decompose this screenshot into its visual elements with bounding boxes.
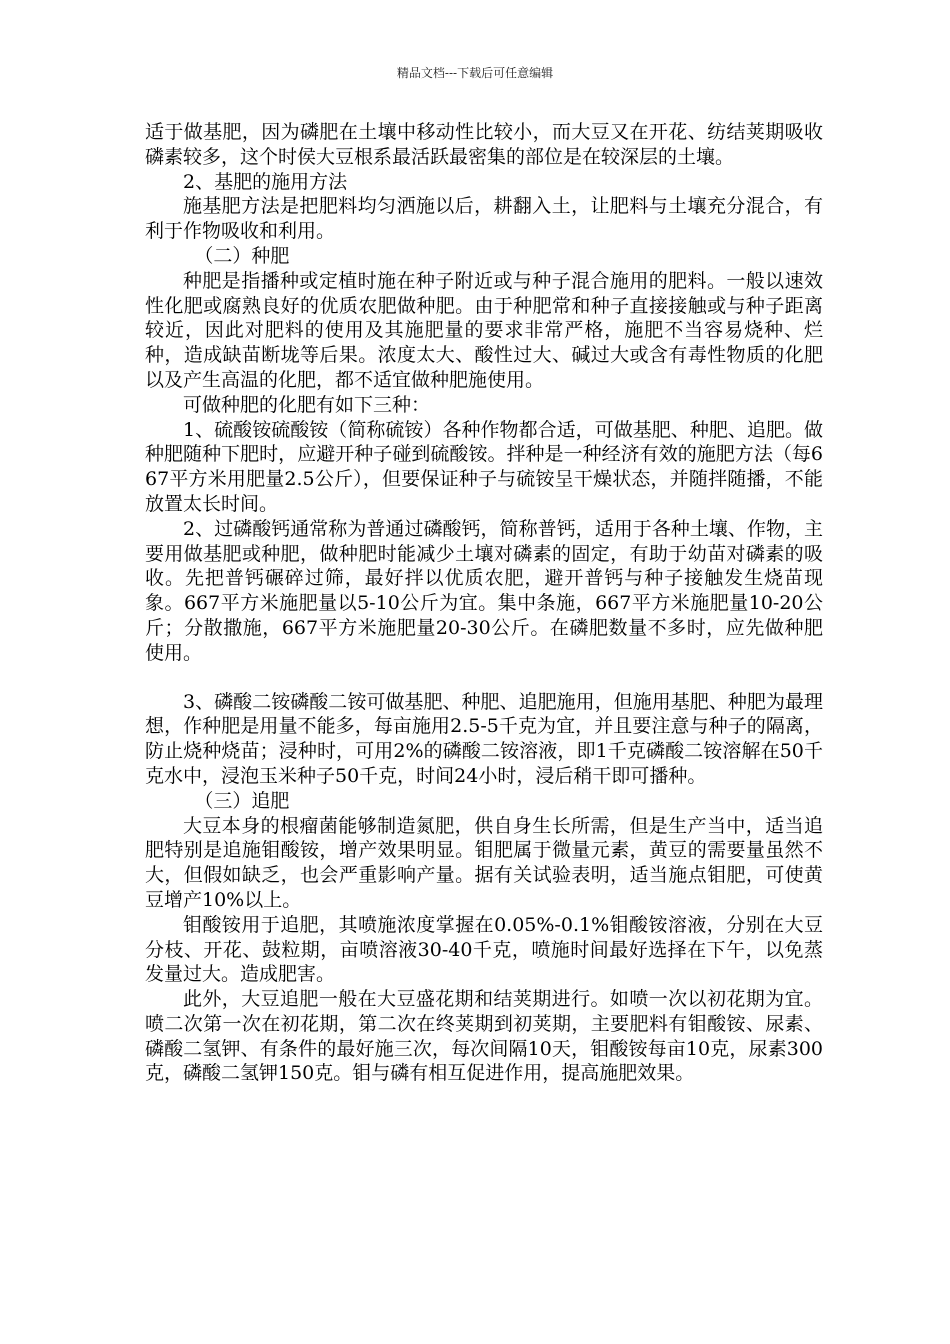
section-heading-top-dressing: （三）追肥 xyxy=(194,789,290,812)
paragraph-seed-fertilizer-types-intro: 可做种肥的化肥有如下三种： xyxy=(183,393,431,416)
paragraph-seed-fertilizer-definition: 种肥是指播种或定植时施在种子附近或与种子混合施用的肥料。一般以速效性化肥或腐熟良好的优质农肥做种肥。由于种肥常和种子直接接触或与种子距离较近，因此对肥料的使用及其施肥量的要求非常严格，施肥不当容易烧种、烂种，造成缺苗断垅等后果。浓度太大、酸性过大、碱过大或含有毒性物质的化肥以及产生高温的化肥，都不适宜做种肥施使用。 xyxy=(145,269,823,391)
section-title-base-fertilizer-method: 2、基肥的施用方法 xyxy=(183,170,348,193)
paragraph-top-dressing-molybdenum: 大豆本身的根瘤菌能够制造氮肥，供自身生长所需，但是生产当中，适当追肥特别是追施钼酸铵，增产效果明显。钼肥属于微量元素，黄豆的需要量虽然不大，但假如缺乏，也会严重影响产量。据有关试验表明，适当施点钼肥，可使黄豆增产10%以上。 xyxy=(145,814,823,911)
paragraph-ammonium-molybdate-spray: 钼酸铵用于追肥，其喷施浓度掌握在0.05%-0.1%钼酸铵溶液，分别在大豆分枝、开花、鼓粒期，亩喷溶液30-40千克，喷施时间最好选择在下午，以免蒸发量过大。造成肥害。 xyxy=(145,913,823,986)
page-header: 精品文档---下载后可任意编辑 xyxy=(396,66,554,80)
paragraph-superphosphate: 2、过磷酸钙通常称为普通过磷酸钙，简称普钙，适用于各种土壤、作物，主要用做基肥或种肥，做种肥时能减少土壤对磷素的固定，有助于幼苗对磷素的吸收。先把普钙碾碎过筛，最好拌以优质农肥，避开普钙与种子接触发生烧苗现象。667平方米施肥量以5-10公斤为宜。集中条施，667平方米施肥量10-20公斤；分散撒施，667平方米施肥量20-30公斤。在磷肥数量不多时，应先做种肥使用。 xyxy=(145,517,823,664)
document-body xyxy=(145,120,823,1086)
paragraph-base-fertilizer-reason: 适于做基肥，因为磷肥在土壤中移动性比较小，而大豆又在开花、纺结荚期吸收磷素较多，这个时侯大豆根系最活跃最密集的部位是在较深层的土壤。 xyxy=(145,121,823,168)
paragraph-ammonium-sulfate: 1、硫酸铵硫酸铵（简称硫铵）各种作物都合适，可做基肥、种肥、追肥。做种肥随种下肥时，应避开种子碰到硫酸铵。拌种是一种经济有效的施肥方法（每667平方米用肥量2.5公斤），但要保证种子与硫铵呈干燥状态，并随拌随播，不能放置太长时间。 xyxy=(145,418,823,515)
paragraph-base-fertilizer-method: 施基肥方法是把肥料均匀洒施以后，耕翻入土，让肥料与土壤充分混合，有利于作物吸收和利用。 xyxy=(145,195,823,243)
paragraph-top-dressing-schedule: 此外，大豆追肥一般在大豆盛花期和结荚期进行。如喷一次以初花期为宜。喷二次第一次在初花期，第二次在终荚期到初荚期，主要肥料有钼酸铵、尿素、磷酸二氢钾、有条件的最好施三次，每次间隔10天，钼酸铵每亩10克，尿素300克，磷酸二氢钾150克。钼与磷有相互促进作用，提高施肥效果。 xyxy=(145,988,823,1085)
section-heading-seed-fertilizer: （二）种肥 xyxy=(194,244,290,267)
paragraph-diammonium-phosphate: 3、磷酸二铵磷酸二铵可做基肥、种肥、追肥施用，但施用基肥、种肥为最理想，作种肥是用量不能多，每亩施用2.5-5千克为宜，并且要注意与种子的隔离，防止烧种烧苗；浸种时，可用2%的磷酸二铵溶液，即1千克磷酸二铵溶解在50千克水中，浸泡玉米种子50千克，时间24小时，浸后稍干即可播种。 xyxy=(145,690,823,787)
